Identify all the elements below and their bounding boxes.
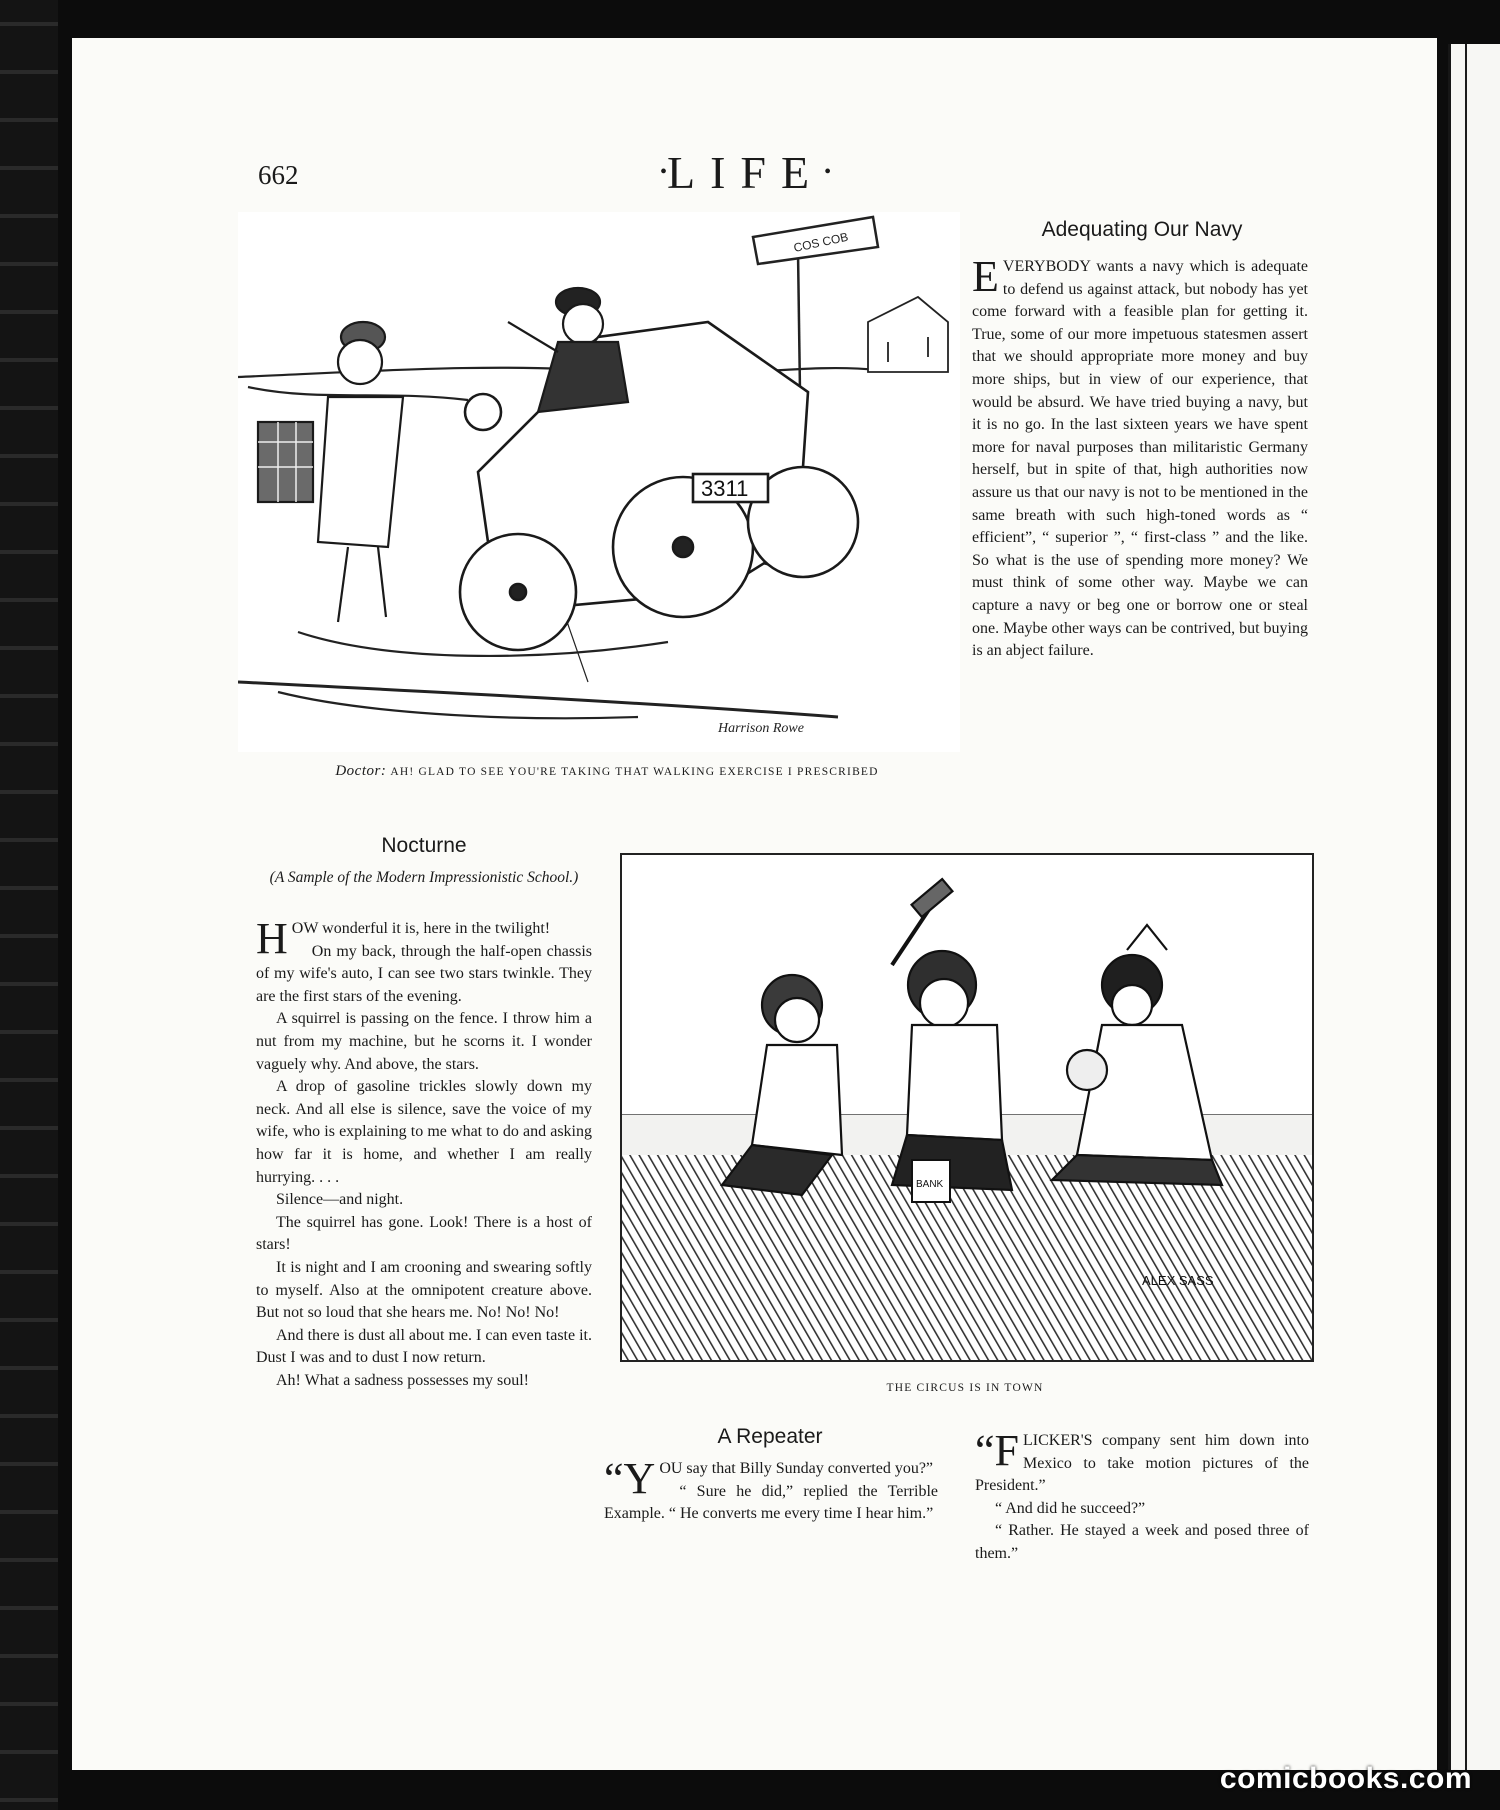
repeater-paragraph: OU say that Billy Sunday converted you?” xyxy=(659,1460,934,1477)
nocturne-paragraph: The squirrel has gone. Look! There is a host of stars! xyxy=(256,1213,592,1254)
nocturne-title: Nocturne xyxy=(381,834,467,857)
site-watermark: comicbooks.com xyxy=(1219,1762,1472,1795)
nocturne-paragraph: A squirrel is passing on the fence. I throw him a nut from my machine, but he scorns it. I wonder vaguely why. And above, the stars. xyxy=(256,1010,592,1073)
license-plate: 3311 xyxy=(701,476,749,501)
navy-text: VERYBODY wants a navy which is adequate to defend us against attack, but nobody has yet come forward with a feasible plan for getting it. True, some of our more impetuous statesmen assert that we should appropriate more money and buy more ships, but in view of our experience, that would be absurd. We have tried buying a navy, but it is no go. In the last sixteen years we have spent more for naval purposes than militaristic Germany herself, but in spite of that, high authorities now assure us that our navy is not to be mentioned in the same breath with such high-toned words as “ efficient”, “ superior ”, “ first-class ” and the like. So what is the use of spending more money? We must think of some other way. Maybe we can capture a navy or beg one or borrow one or steal one. Maybe other ways can be contrived, but buying is an abject failure. xyxy=(972,258,1308,660)
cartoon-doctor-auto xyxy=(238,212,960,752)
nocturne-paragraph: Ah! What a sadness possesses my soul! xyxy=(276,1371,530,1389)
nocturne-paragraph: Silence—and night. xyxy=(276,1191,404,1209)
caption-speaker: Doctor: xyxy=(335,763,387,779)
repeater-body xyxy=(604,1454,938,1526)
top-cartoon-signature: Harrison Rowe xyxy=(718,721,804,736)
flicker-dropcap: “F xyxy=(975,1426,1019,1475)
navy-article-title: Adequating Our Navy xyxy=(1041,218,1243,241)
navy-dropcap: E xyxy=(972,252,999,301)
adjacent-page-edge xyxy=(1448,44,1500,1770)
nocturne-paragraph: And there is dust all about me. I can even taste it. Dust I was and to dust I now return. xyxy=(256,1326,592,1367)
nocturne-paragraph: OW wonderful it is, here in the twilight! xyxy=(291,920,551,937)
repeater-dropcap: “Y xyxy=(604,1454,656,1503)
flicker-paragraph: “ Rather. He stayed a week and posed three of them.” xyxy=(975,1522,1309,1562)
scan-edge xyxy=(0,0,58,1810)
circus-caption: THE CIRCUS IS IN TOWN xyxy=(886,1382,1044,1394)
cartoon-drawing xyxy=(238,212,960,752)
circus-signature: ALEX SASS xyxy=(1142,1273,1214,1288)
flicker-body xyxy=(975,1426,1309,1566)
masthead: •LIFE• xyxy=(660,147,832,198)
nocturne-dropcap: H xyxy=(256,914,288,963)
top-cartoon-caption xyxy=(282,763,932,780)
cartoon-circus xyxy=(620,853,1314,1362)
nocturne-paragraph: A drop of gasoline trickles slowly down my neck. And all else is silence, save the voice of my wife, who is explaining to me what to do and asking how far it is home, and whether I am really hurrying. . . . xyxy=(256,1078,592,1186)
caption-text: AH! GLAD TO SEE YOU'RE TAKING THAT WALKING EXERCISE I PRESCRIBED xyxy=(390,766,879,778)
masthead-title: LIFE xyxy=(667,147,825,198)
bank-label: BANK xyxy=(916,1179,944,1190)
repeater-title: A Repeater xyxy=(717,1425,823,1448)
circus-drawing xyxy=(622,855,1312,1360)
nocturne-body xyxy=(256,914,592,1392)
sign-text: COS COB xyxy=(792,229,850,255)
nocturne-paragraph: It is night and I am crooning and swearing softly to myself. Also at the omnipotent creature above. But not so loud that she hears me. No! No! No! xyxy=(256,1258,592,1322)
flicker-paragraph: LICKER'S company sent him down into Mexico to take motion pictures of the President.” xyxy=(975,1432,1309,1495)
nocturne-paragraph: On my back, through the half-open chassis of my wife's auto, I can see two stars twinkle. They are the first stars of the evening. xyxy=(256,942,592,1005)
repeater-paragraph: “ Sure he did,” replied the Terrible Example. “ He converts me every time I hear him.” xyxy=(604,1482,938,1523)
navy-article-body xyxy=(972,252,1308,663)
flicker-paragraph: “ And did he succeed?” xyxy=(995,1499,1146,1517)
nocturne-subtitle: (A Sample of the Modern Impressionistic School.) xyxy=(269,869,579,886)
page-number: 662 xyxy=(258,160,299,190)
